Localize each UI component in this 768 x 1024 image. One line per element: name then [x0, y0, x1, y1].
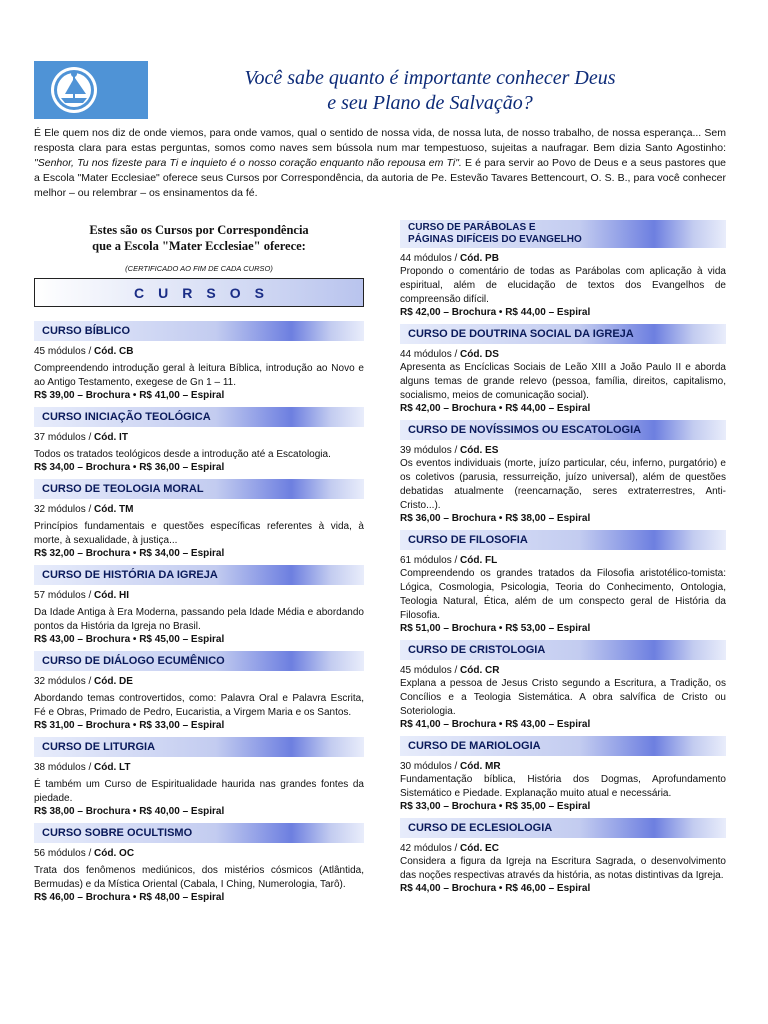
course-modules — [400, 843, 726, 854]
module-count: 32 módulos / — [34, 504, 95, 515]
course-modules — [400, 761, 726, 772]
course-code: Cód. CB — [94, 346, 134, 357]
course-title: CURSO DE HISTÓRIA DA IGREJA — [34, 565, 364, 585]
course-title: CURSO DE ECLESIOLOGIA — [400, 818, 726, 838]
module-count: 32 módulos / — [34, 676, 95, 687]
course-title: CURSO DE DIÁLOGO ECUMÊNICO — [34, 651, 364, 671]
course-modules — [34, 676, 364, 687]
course-title-line: PÁGINAS DIFÍCEIS DO EVANGELHO — [408, 234, 582, 245]
course-entry — [400, 818, 726, 894]
course-title: CURSO INICIAÇÃO TEOLÓGICA — [34, 407, 364, 427]
course-price: R$ 44,00 – Brochura • R$ 46,00 – Espiral — [400, 883, 591, 894]
course-modules — [34, 504, 364, 515]
school-logo — [34, 61, 148, 119]
course-modules — [34, 432, 364, 443]
module-count: 57 módulos / — [34, 590, 95, 601]
course-entry — [34, 651, 364, 731]
course-description: Fundamentação bíblica, História dos Dogmas, Aprofundamento Sistemático e Piedade. Explanação muito atual e necessária. — [400, 774, 726, 799]
course-price: R$ 36,00 – Brochura • R$ 38,00 – Espiral — [400, 513, 591, 524]
course-entry — [34, 823, 364, 903]
course-modules — [400, 665, 726, 676]
course-title — [400, 220, 726, 248]
course-price: R$ 46,00 – Brochura • R$ 48,00 – Espiral — [34, 892, 225, 903]
course-title: CURSO DE CRISTOLOGIA — [400, 640, 726, 660]
course-title: CURSO SOBRE OCULTISMO — [34, 823, 364, 843]
intro-text-1: É Ele quem nos diz de onde viemos, para onde vamos, qual o sentido de nossa vida, de nossa luta, de nosso trabalho, de nossa esperança... Sem resposta clara para estas perguntas, somos como naves sem bússola num mar tempestuoso, sujeitas a naufragar. Bem dizia Santo Agostinho: — [34, 127, 726, 154]
course-description: Todos os tratados teológicos desde a introdução até a Escatologia. — [34, 449, 331, 460]
right-course-list — [400, 220, 726, 894]
course-description: Compreendendo os grandes tratados da Filosofia aristotélico-tomista: Lógica, Cosmologia, Psicologia, Teoria do Conhecimento, Ontologia, Teologia Natural, Ética, além de um conspecto geral de História da Filosofia. — [400, 568, 726, 621]
course-code: Cód. LT — [94, 762, 131, 773]
course-price: R$ 39,00 – Brochura • R$ 41,00 – Espiral — [34, 390, 225, 401]
course-title-line: CURSO DE PARÁBOLAS E — [408, 222, 536, 233]
course-price: R$ 33,00 – Brochura • R$ 35,00 – Espiral — [400, 801, 591, 812]
course-description: Compreendendo introdução geral à leitura Bíblica, introdução ao Novo e ao Antigo Testamento, exegese de Gn 1 – 11. — [34, 363, 364, 388]
course-modules — [34, 762, 364, 773]
course-description: Os eventos individuais (morte, juízo particular, céu, inferno, purgatório) e os coletivos (parusia, ressurreição, juízo universal), além de questões debatidas atualmente (reencarnação, seres extraterrestres, Anti-Cristo...). — [400, 458, 726, 511]
headline-line-2: e seu Plano de Salvação? — [327, 92, 533, 114]
module-count: 30 módulos / — [400, 761, 461, 772]
course-entry — [400, 736, 726, 812]
course-entry — [400, 324, 726, 414]
cursos-banner — [34, 278, 364, 307]
course-entry — [400, 640, 726, 730]
headline-line-1: Você sabe quanto é importante conhecer Deus — [244, 67, 616, 89]
course-code: Cód. EC — [460, 843, 499, 854]
course-entry — [34, 321, 364, 401]
course-description: Explana a pessoa de Jesus Cristo segundo a Escritura, a Tradição, os Concílios e a Teologia Sistemática. A obra salvífica de Cristo ou Soteriologia. — [400, 678, 726, 717]
module-count: 42 módulos / — [400, 843, 461, 854]
offer-title-line-1: Estes são os Cursos por Correspondência — [89, 223, 309, 237]
course-price: R$ 43,00 – Brochura • R$ 45,00 – Espiral — [34, 634, 225, 645]
module-count: 37 módulos / — [34, 432, 95, 443]
intro-text-2: E é para servir ao Povo de Deus e a seus pastores que a Escola "Mater Ecclesiae" oferece seus Cursos por Correspondência, da autoria de Pe. Estevão Tavares Bettencourt, O. S. B., para você conhecer melhor – ou relembrar – os ensinamentos da fé. — [34, 157, 726, 199]
module-count: 44 módulos / — [400, 253, 461, 264]
certificate-note: (CERTIFICADO AO FIM DE CADA CURSO) — [125, 264, 273, 273]
left-column — [34, 220, 364, 903]
course-title: CURSO DE TEOLOGIA MORAL — [34, 479, 364, 499]
module-count: 44 módulos / — [400, 349, 461, 360]
course-code: Cód. DS — [460, 349, 499, 360]
course-code: Cód. MR — [460, 761, 501, 772]
course-description: É também um Curso de Espiritualidade haurida nas grandes fontes da piedade. — [34, 779, 364, 804]
module-count: 39 módulos / — [400, 445, 461, 456]
course-entry — [34, 565, 364, 645]
course-entry — [34, 407, 364, 473]
course-code: Cód. DE — [94, 676, 133, 687]
module-count: 56 módulos / — [34, 848, 95, 859]
course-entry — [34, 479, 364, 559]
course-code: Cód. FL — [460, 555, 498, 566]
course-modules — [400, 445, 726, 456]
course-description: Apresenta as Encíclicas Sociais de Leão XIII a João Paulo II e aborda alguns temas de grande relevo (pessoa, família, direitos, capitalismo, socialismo, meios de comunicação social). — [400, 362, 726, 401]
course-code: Cód. TM — [94, 504, 134, 515]
course-title: CURSO DE DOUTRINA SOCIAL DA IGREJA — [400, 324, 726, 344]
course-description: Propondo o comentário de todas as Parábolas com aplicação à vida espiritual, além de elucidação de textos dos Evangelhos de compreensão difícil. — [400, 266, 726, 305]
course-modules — [400, 555, 726, 566]
offer-title — [34, 222, 364, 254]
course-code: Cód. ES — [460, 445, 499, 456]
intro-paragraph — [34, 126, 726, 201]
course-title: CURSO DE FILOSOFIA — [400, 530, 726, 550]
course-code: Cód. PB — [460, 253, 499, 264]
course-code: Cód. HI — [94, 590, 130, 601]
boat-emblem-icon — [34, 61, 148, 119]
course-modules — [34, 346, 364, 357]
course-price: R$ 34,00 – Brochura • R$ 36,00 – Espiral — [34, 462, 225, 473]
course-title: CURSO DE LITURGIA — [34, 737, 364, 757]
course-modules — [34, 848, 364, 859]
course-modules — [400, 349, 726, 360]
course-description: Trata dos fenômenos mediúnicos, dos mistérios cósmicos (Atlântida, Bermudas) e da Mística Oriental (Cabala, I Ching, Numerologia, Tarô). — [34, 865, 364, 890]
intro-quote: "Senhor, Tu nos fizeste para Ti e inquieto é o nosso coração enquanto não repousa em Ti". — [34, 157, 462, 169]
course-code: Cód. IT — [94, 432, 128, 443]
headline — [150, 66, 710, 116]
left-course-list — [34, 321, 364, 903]
course-price: R$ 31,00 – Brochura • R$ 33,00 – Espiral — [34, 720, 225, 731]
course-description: Princípios fundamentais e questões específicas referentes à vida, à morte, à sexualidade, à justiça... — [34, 521, 364, 546]
module-count: 45 módulos / — [34, 346, 95, 357]
course-modules — [34, 590, 364, 601]
course-modules — [400, 253, 726, 264]
course-title: CURSO DE NOVÍSSIMOS OU ESCATOLOGIA — [400, 420, 726, 440]
course-title: CURSO DE MARIOLOGIA — [400, 736, 726, 756]
module-count: 45 módulos / — [400, 665, 461, 676]
course-entry — [400, 420, 726, 524]
course-description: Considera a figura da Igreja na Escritura Sagrada, o desenvolvimento das noções respectivas através da história, as notas distintivas da Igreja. — [400, 856, 726, 881]
course-entry — [400, 220, 726, 318]
course-description: Abordando temas controvertidos, como: Palavra Oral e Palavra Escrita, Fé e Obras, Primado de Pedro, Eucaristia, a Virgem Maria e os Santos. — [34, 693, 364, 718]
course-code: Cód. OC — [94, 848, 135, 859]
cursos-label: CURSOS — [134, 284, 278, 301]
course-price: R$ 51,00 – Brochura • R$ 53,00 – Espiral — [400, 623, 591, 634]
course-price: R$ 41,00 – Brochura • R$ 43,00 – Espiral — [400, 719, 591, 730]
offer-title-line-2: que a Escola "Mater Ecclesiae" oferece: — [92, 239, 306, 253]
module-count: 61 módulos / — [400, 555, 461, 566]
module-count: 38 módulos / — [34, 762, 95, 773]
course-price: R$ 42,00 – Brochura • R$ 44,00 – Espiral — [400, 403, 591, 414]
course-description: Da Idade Antiga à Era Moderna, passando pela Idade Média e abordando pontos da História da Igreja no Brasil. — [34, 607, 364, 632]
course-price: R$ 38,00 – Brochura • R$ 40,00 – Espiral — [34, 806, 225, 817]
right-column — [400, 220, 726, 894]
course-price: R$ 42,00 – Brochura • R$ 44,00 – Espiral — [400, 307, 591, 318]
course-price: R$ 32,00 – Brochura • R$ 34,00 – Espiral — [34, 548, 225, 559]
course-entry — [34, 737, 364, 817]
course-title: CURSO BÍBLICO — [34, 321, 364, 341]
course-code: Cód. CR — [460, 665, 500, 676]
course-entry — [400, 530, 726, 634]
